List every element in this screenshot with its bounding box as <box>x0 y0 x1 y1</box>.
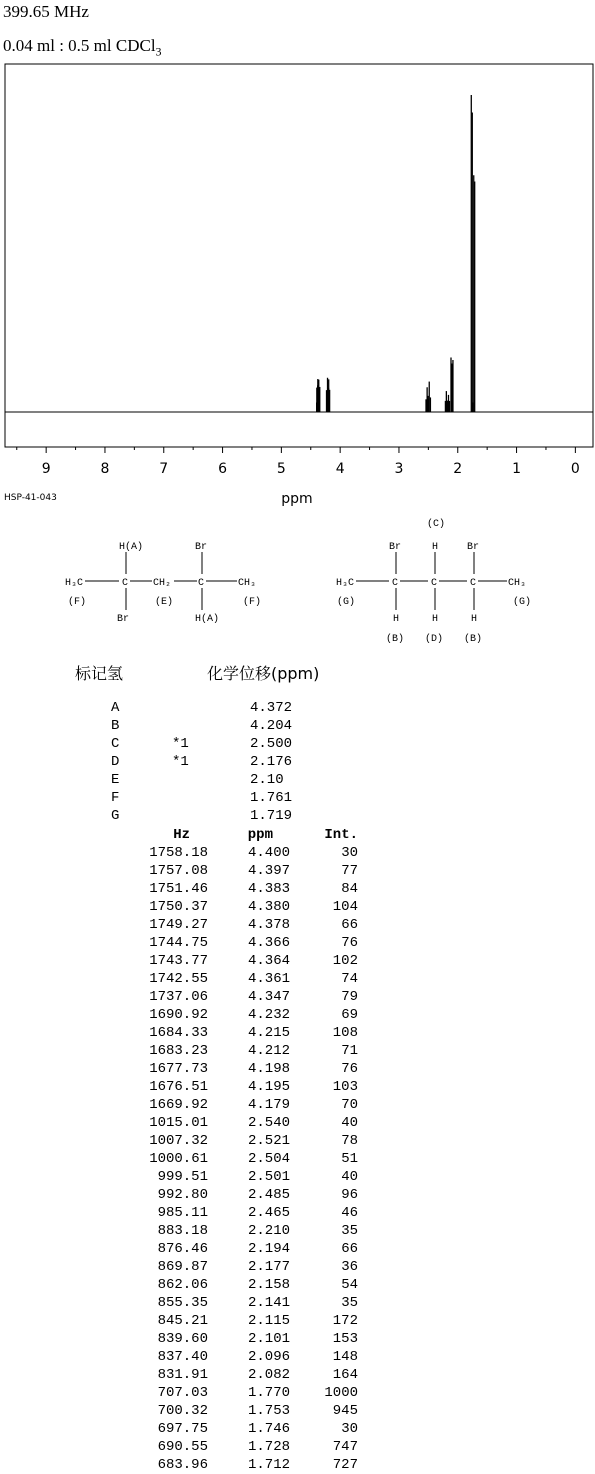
peak-hz: 1683.23 <box>149 1043 208 1059</box>
m2-bot1: H <box>393 614 400 625</box>
m1-c2: C <box>198 578 205 589</box>
x-tick-label: 5 <box>276 461 286 477</box>
peak-hz: 839.60 <box>157 1331 208 1347</box>
peak-int: 104 <box>332 899 358 915</box>
peak-hz: 845.21 <box>157 1313 208 1329</box>
peak-ppm: 4.215 <box>247 1025 290 1041</box>
x-tick-label: 1 <box>512 461 522 477</box>
peak-int: 164 <box>332 1367 358 1383</box>
peak-ppm: 2.210 <box>247 1223 290 1239</box>
peak-hz: 831.91 <box>157 1367 208 1383</box>
peak-hz: 1677.73 <box>149 1061 208 1077</box>
m2-ch3: CH₃ <box>508 578 527 589</box>
peak-int: 66 <box>341 1241 358 1257</box>
peak-ppm: 4.347 <box>247 989 290 1005</box>
peak-int: 36 <box>341 1259 358 1275</box>
peak-int: 30 <box>341 1421 358 1437</box>
peak-row <box>0 844 358 862</box>
assignment-shift: 2.10 <box>250 772 284 788</box>
m2-h3c: H₃C <box>336 578 355 589</box>
peak-table <box>0 826 358 1474</box>
peak-row <box>0 1438 358 1456</box>
peak-int: 69 <box>341 1007 358 1023</box>
peak-int: 103 <box>332 1079 358 1095</box>
peak-row <box>0 1186 358 1204</box>
plot-frame <box>5 64 593 447</box>
peak-hz: 1684.33 <box>149 1025 208 1041</box>
x-tick-label: 4 <box>335 461 345 477</box>
peak-table-header <box>0 826 358 844</box>
peak-int: 96 <box>341 1187 358 1203</box>
peak-hz: 683.96 <box>157 1457 208 1473</box>
peak-hz: 690.55 <box>157 1439 208 1455</box>
peak-row <box>0 1114 358 1132</box>
peak-hz: 1743.77 <box>149 953 208 969</box>
peak-hz: 1742.55 <box>149 971 208 987</box>
peak-row <box>0 1060 358 1078</box>
m1-label-e: (E) <box>155 597 174 608</box>
peak-ppm: 4.212 <box>247 1043 290 1059</box>
assignment-label: G <box>111 808 120 824</box>
m2-top2: H <box>432 542 439 553</box>
peak-int: 102 <box>332 953 358 969</box>
m2-top-c: (C) <box>427 519 446 530</box>
peak-hz: 1757.08 <box>149 863 208 879</box>
peak-ppm: 1.712 <box>247 1457 290 1473</box>
peak-ppm: 4.364 <box>247 953 290 969</box>
peak-ppm: 4.198 <box>247 1061 290 1077</box>
peak-ppm: 4.361 <box>247 971 290 987</box>
peak-row <box>0 1258 358 1276</box>
peak-hz: 1690.92 <box>149 1007 208 1023</box>
peak-hz: 1007.32 <box>149 1133 208 1149</box>
peak-ppm: 4.400 <box>247 845 290 861</box>
peak-ppm: 2.101 <box>247 1331 290 1347</box>
peak-ppm: 4.378 <box>247 917 290 933</box>
m1-c1: C <box>122 578 129 589</box>
peak-row <box>0 1294 358 1312</box>
peak-hz: 707.03 <box>157 1385 208 1401</box>
peak-row <box>0 1312 358 1330</box>
peak-ppm: 2.194 <box>247 1241 290 1257</box>
peak-hz: 1669.92 <box>149 1097 208 1113</box>
peak-ppm: 2.177 <box>247 1259 290 1275</box>
peak-hz: 1000.61 <box>149 1151 208 1167</box>
m1-bot1: Br <box>117 614 130 625</box>
peak-int: 54 <box>341 1277 358 1293</box>
peak-row <box>0 1348 358 1366</box>
peak-int: 79 <box>341 989 358 1005</box>
assignment-label: B <box>111 718 120 734</box>
peak-ppm: 2.540 <box>247 1115 290 1131</box>
peak-int: 76 <box>341 935 358 951</box>
assignment-col2-header: 化学位移(ppm) <box>207 664 320 683</box>
peak-hz: 700.32 <box>157 1403 208 1419</box>
m2-label-g1: (G) <box>337 597 356 608</box>
peak-row <box>0 880 358 898</box>
peak-row <box>0 988 358 1006</box>
peak-ppm: 1.770 <box>247 1385 290 1401</box>
spectrum-peaks <box>317 95 475 412</box>
peak-hz: 992.80 <box>157 1187 208 1203</box>
m1-top2: Br <box>195 542 208 553</box>
m2-c3: C <box>470 578 477 589</box>
peak-row <box>0 1222 358 1240</box>
m2-c1: C <box>392 578 399 589</box>
peak-hz: 1751.46 <box>149 881 208 897</box>
peak-row <box>0 1240 358 1258</box>
peak-int: 66 <box>341 917 358 933</box>
peak-ppm: 2.501 <box>247 1169 290 1185</box>
peak-row <box>0 1024 358 1042</box>
peak-ppm: 4.179 <box>247 1097 290 1113</box>
x-tick-label: 9 <box>41 461 51 477</box>
peak-int: 74 <box>341 971 358 987</box>
assignment-shift: 4.204 <box>250 718 293 734</box>
m1-h3c: H₃C <box>65 578 84 589</box>
x-tick-label: 2 <box>453 461 463 477</box>
x-tick-label: 8 <box>100 461 110 477</box>
peak-row <box>0 916 358 934</box>
assignment-label: C <box>111 736 120 752</box>
m1-label-f1: (F) <box>68 597 87 608</box>
peak-header-int: Int. <box>324 827 358 843</box>
peak-header-ppm: ppm <box>247 827 273 843</box>
peak-row <box>0 1384 358 1402</box>
peak-int: 40 <box>341 1169 358 1185</box>
peak-hz: 876.46 <box>157 1241 208 1257</box>
peak-hz: 1744.75 <box>149 935 208 951</box>
peak-row <box>0 1132 358 1150</box>
m2-top1: Br <box>389 542 402 553</box>
m1-top1: H(A) <box>119 542 144 553</box>
m2-bot2: H <box>432 614 439 625</box>
m2-c2: C <box>431 578 438 589</box>
x-tick-label: 6 <box>218 461 228 477</box>
x-tick-label: 3 <box>394 461 404 477</box>
m2-label-g2: (G) <box>513 597 532 608</box>
peak-hz: 862.06 <box>157 1277 208 1293</box>
peak-hz: 1015.01 <box>149 1115 208 1131</box>
peak-int: 35 <box>341 1223 358 1239</box>
peak-ppm: 1.746 <box>247 1421 290 1437</box>
peak-ppm: 2.504 <box>247 1151 290 1167</box>
peak-row <box>0 952 358 970</box>
sample-main: 0.04 ml : 0.5 ml CDCl <box>3 36 156 55</box>
peak-hz: 697.75 <box>157 1421 208 1437</box>
peak-ppm: 1.753 <box>247 1403 290 1419</box>
molecule-1 <box>65 541 261 625</box>
peak-row <box>0 1168 358 1186</box>
peak-int: 70 <box>341 1097 358 1113</box>
x-axis-ticks <box>17 447 580 477</box>
peak-int: 148 <box>332 1349 358 1365</box>
peak-row <box>0 1006 358 1024</box>
peak-ppm: 2.096 <box>247 1349 290 1365</box>
peak-ppm: 4.380 <box>247 899 290 915</box>
peak-ppm: 1.728 <box>247 1439 290 1455</box>
peak-row <box>0 1366 358 1384</box>
peak-ppm: 2.082 <box>247 1367 290 1383</box>
peak-ppm: 2.485 <box>247 1187 290 1203</box>
spectrometer-frequency: 399.65 MHz <box>3 2 89 21</box>
assignment-shift: 2.500 <box>250 736 293 752</box>
peak-hz: 1749.27 <box>149 917 208 933</box>
peak-hz: 855.35 <box>157 1295 208 1311</box>
m2-bot3: H <box>471 614 478 625</box>
m2-label-b2: (B) <box>464 634 483 645</box>
molecule-2 <box>336 518 531 645</box>
peak-row <box>0 970 358 988</box>
peak-row <box>0 1456 358 1474</box>
peak-int: 35 <box>341 1295 358 1311</box>
peak-ppm: 4.195 <box>247 1079 290 1095</box>
peak-int: 945 <box>332 1403 358 1419</box>
peak-int: 77 <box>341 863 358 879</box>
peak-int: 727 <box>332 1457 358 1473</box>
peak-row <box>0 1420 358 1438</box>
assignment-col1-header: 标记氢 <box>75 664 124 683</box>
peak-hz: 837.40 <box>157 1349 208 1365</box>
peak-int: 108 <box>332 1025 358 1041</box>
assignment-label: D <box>111 754 120 770</box>
peak-ppm: 2.141 <box>247 1295 290 1311</box>
assignment-note: *1 <box>172 736 189 752</box>
assignment-shift: 1.761 <box>250 790 293 806</box>
peak-int: 51 <box>341 1151 358 1167</box>
x-axis-label: ppm <box>281 491 313 507</box>
peak-hz: 1737.06 <box>149 989 208 1005</box>
peak-int: 1000 <box>324 1385 358 1401</box>
peak-header-hz: Hz <box>173 827 190 843</box>
peak-row <box>0 1204 358 1222</box>
assignment-label: E <box>111 772 120 788</box>
assignment-shift: 4.372 <box>250 700 293 716</box>
peak-hz: 985.11 <box>157 1205 208 1221</box>
peak-row <box>0 862 358 880</box>
peak-row <box>0 1078 358 1096</box>
assignment-label: F <box>111 790 120 806</box>
peak-hz: 1750.37 <box>149 899 208 915</box>
m1-ch2: CH₂ <box>153 578 172 589</box>
m1-ch3: CH₃ <box>238 578 257 589</box>
peak-int: 84 <box>341 881 358 897</box>
peak-ppm: 2.465 <box>247 1205 290 1221</box>
m1-label-f2: (F) <box>243 597 262 608</box>
spectrum-id: HSP-41-043 <box>4 493 57 503</box>
peak-int: 172 <box>332 1313 358 1329</box>
peak-row <box>0 898 358 916</box>
m2-label-d: (D) <box>425 634 444 645</box>
peak-hz: 1758.18 <box>149 845 208 861</box>
peak-row <box>0 1096 358 1114</box>
assignment-note: *1 <box>172 754 189 770</box>
x-tick-label: 0 <box>570 461 580 477</box>
peak-row <box>0 1150 358 1168</box>
peak-int: 76 <box>341 1061 358 1077</box>
peak-ppm: 4.232 <box>247 1007 290 1023</box>
peak-hz: 999.51 <box>157 1169 208 1185</box>
peak-int: 46 <box>341 1205 358 1221</box>
peak-int: 30 <box>341 845 358 861</box>
peak-int: 40 <box>341 1115 358 1131</box>
assignment-shift: 1.719 <box>250 808 293 824</box>
molecule-structures <box>0 510 595 650</box>
peak-ppm: 4.397 <box>247 863 290 879</box>
assignment-label: A <box>111 700 120 716</box>
peak-row <box>0 1042 358 1060</box>
peak-row <box>0 934 358 952</box>
peak-int: 747 <box>332 1439 358 1455</box>
peak-ppm: 4.366 <box>247 935 290 951</box>
peak-int: 78 <box>341 1133 358 1149</box>
peak-row <box>0 1276 358 1294</box>
peak-int: 153 <box>332 1331 358 1347</box>
m2-label-b1: (B) <box>386 634 405 645</box>
peak-row <box>0 1402 358 1420</box>
peak-int: 71 <box>341 1043 358 1059</box>
nmr-spectrum <box>0 0 595 510</box>
m2-top3: Br <box>467 542 480 553</box>
peak-hz: 883.18 <box>157 1223 208 1239</box>
peak-ppm: 2.521 <box>247 1133 290 1149</box>
assignment-shift: 2.176 <box>250 754 293 770</box>
peak-ppm: 2.115 <box>247 1313 290 1329</box>
peak-ppm: 4.383 <box>247 881 290 897</box>
sample-subscript: 3 <box>155 44 162 59</box>
peak-hz: 1676.51 <box>149 1079 208 1095</box>
peak-hz: 869.87 <box>157 1259 208 1275</box>
m1-bot2: H(A) <box>195 614 220 625</box>
peak-ppm: 2.158 <box>247 1277 290 1293</box>
x-tick-label: 7 <box>159 461 169 477</box>
peak-row <box>0 1330 358 1348</box>
